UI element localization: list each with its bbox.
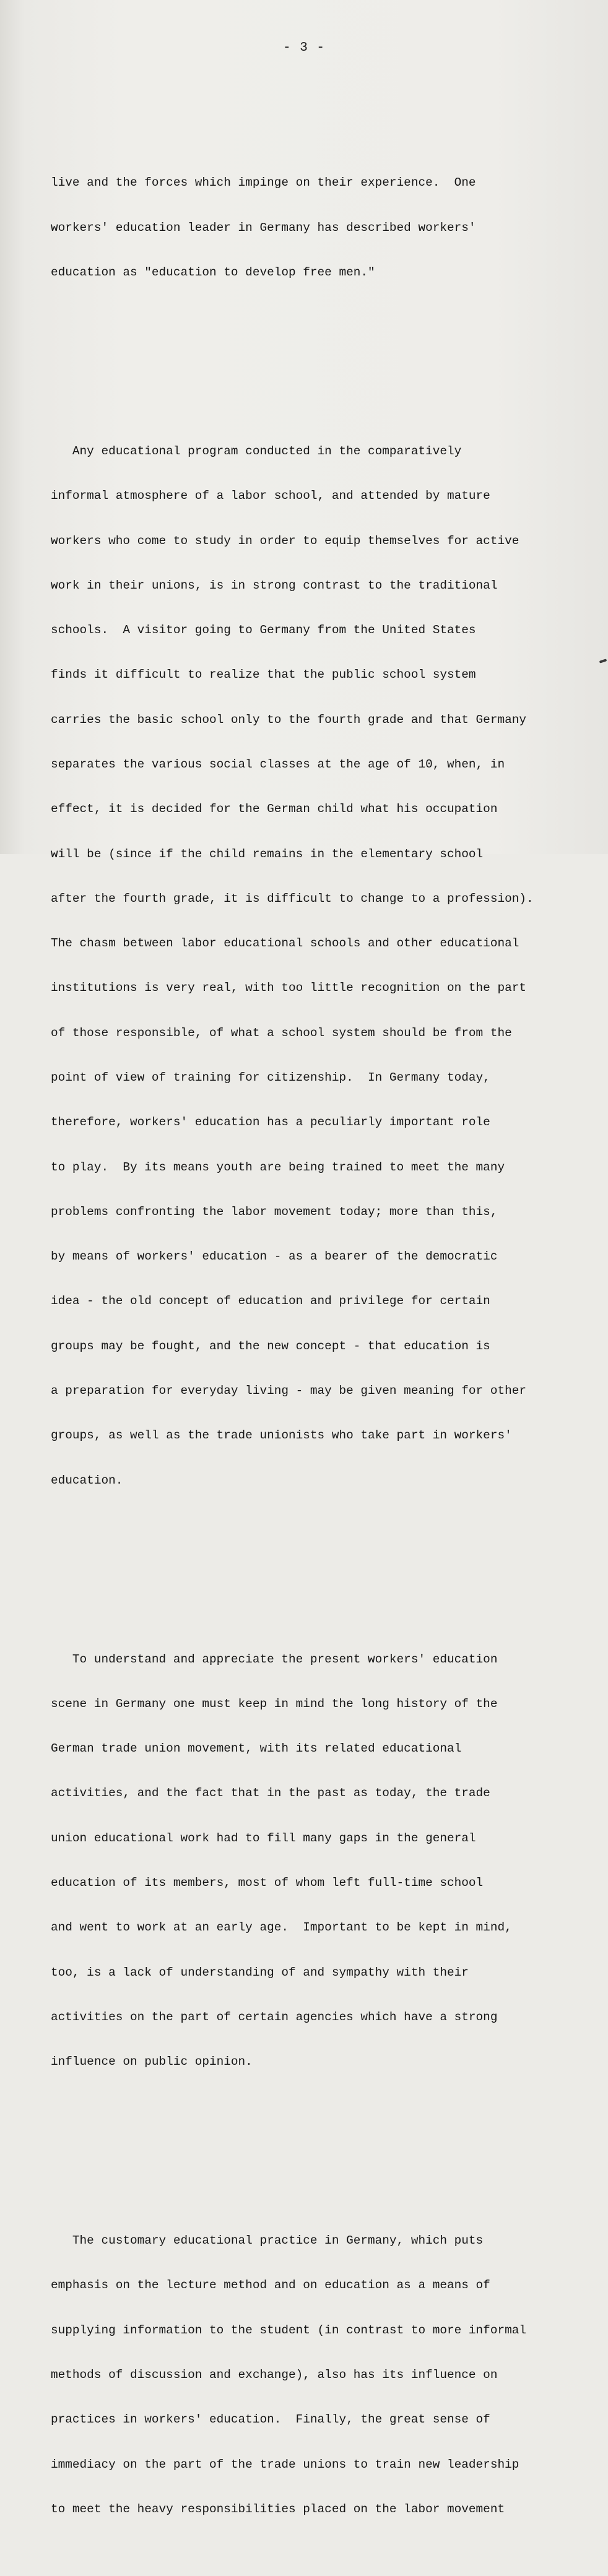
paragraph-gap <box>51 340 596 355</box>
text-line: methods of discussion and exchange), also has its influence on <box>51 2367 498 2382</box>
text-line: emphasis on the lecture method and on education as a means of <box>51 2278 490 2293</box>
text-line: institutions is very real, with too little recognition on the part <box>51 981 526 995</box>
text-line: idea - the old concept of education and privilege for certain <box>51 1294 490 1308</box>
paragraph-3 <box>51 1622 596 2099</box>
page-number: - 3 - <box>282 41 325 55</box>
text-line: immediacy on the part of the trade unions to train new leadership <box>51 2457 519 2471</box>
paragraph-2 <box>51 414 596 1518</box>
text-line: practices in workers' education. Finally, the great sense of <box>51 2413 490 2427</box>
text-line: a preparation for everyday living - may be given meaning for other <box>51 1383 526 1398</box>
paragraph-gap <box>51 2129 596 2144</box>
text-line: groups, as well as the trade unionists who take part in workers' <box>51 1428 512 1443</box>
text-line: influence on public opinion. <box>51 2055 253 2069</box>
text-line: to play. By its means youth are being trained to meet the many <box>51 1160 505 1174</box>
text-line: workers' education leader in Germany has described workers' <box>51 220 476 235</box>
text-line: education of its members, most of whom left full-time school <box>51 1875 484 1890</box>
text-line: by means of workers' education - as a bearer of the democratic <box>51 1250 498 1264</box>
text-line: problems confronting the labor movement today; more than this, <box>51 1204 498 1219</box>
text-line: activities on the part of certain agencies which have a strong <box>51 2010 498 2024</box>
text-line: groups may be fought, and the new concept - that education is <box>51 1339 490 1353</box>
text-line: point of view of training for citizenship. In Germany today, <box>51 1071 490 1084</box>
text-line: The customary educational practice in Germany, which puts <box>51 2234 484 2248</box>
text-line: carries the basic school only to the fourth grade and that Germany <box>51 712 526 727</box>
scan-mark <box>599 659 607 663</box>
text-line: The chasm between labor educational schools and other educational <box>51 936 519 951</box>
text-line: To understand and appreciate the present workers' education <box>51 1652 498 1666</box>
text-line: and went to work at an early age. Important to be kept in mind, <box>51 1921 512 1935</box>
text-line: finds it difficult to realize that the public school system <box>51 668 476 682</box>
paragraph-4 <box>51 2203 596 2546</box>
text-line: too, is a lack of understanding of and sympathy with their <box>51 1965 469 1979</box>
text-line: union educational work had to fill many gaps in the general <box>51 1831 476 1845</box>
text-line: work in their unions, is in strong contrast to the traditional <box>51 578 498 592</box>
text-line: education. <box>51 1473 123 1487</box>
text-line: activities, and the fact that in the past as today, the trade <box>51 1786 490 1800</box>
text-line: schools. A visitor going to Germany from the United States <box>51 623 476 638</box>
text-line: workers who come to study in order to equip themselves for active <box>51 534 519 548</box>
text-line: education as "education to develop free men." <box>51 266 375 280</box>
text-line: Any educational program conducted in the comparatively <box>51 444 462 459</box>
text-line: therefore, workers' education has a peculiarly important role <box>51 1115 490 1130</box>
text-line: will be (since if the child remains in the elementary school <box>51 847 484 861</box>
text-line: after the fourth grade, it is difficult to change to a profession). <box>51 891 534 905</box>
document-body <box>51 101 596 2576</box>
text-line: German trade union movement, with its related educational <box>51 1742 462 1756</box>
paragraph-1 <box>51 145 596 309</box>
paragraph-gap <box>51 1547 596 1562</box>
text-line: separates the various social classes at the age of 10, when, in <box>51 758 505 772</box>
text-line: of those responsible, of what a school system should be from the <box>51 1026 512 1040</box>
text-line: supplying information to the student (in contrast to more informal <box>51 2323 526 2337</box>
text-line: effect, it is decided for the German child what his occupation <box>51 802 498 816</box>
text-line: live and the forces which impinge on their experience. One <box>51 176 476 190</box>
text-line: scene in Germany one must keep in mind the long history of the <box>51 1696 498 1711</box>
text-line: informal atmosphere of a labor school, and attended by mature <box>51 489 490 503</box>
text-line: to meet the heavy responsibilities placed on the labor movement <box>51 2502 505 2516</box>
